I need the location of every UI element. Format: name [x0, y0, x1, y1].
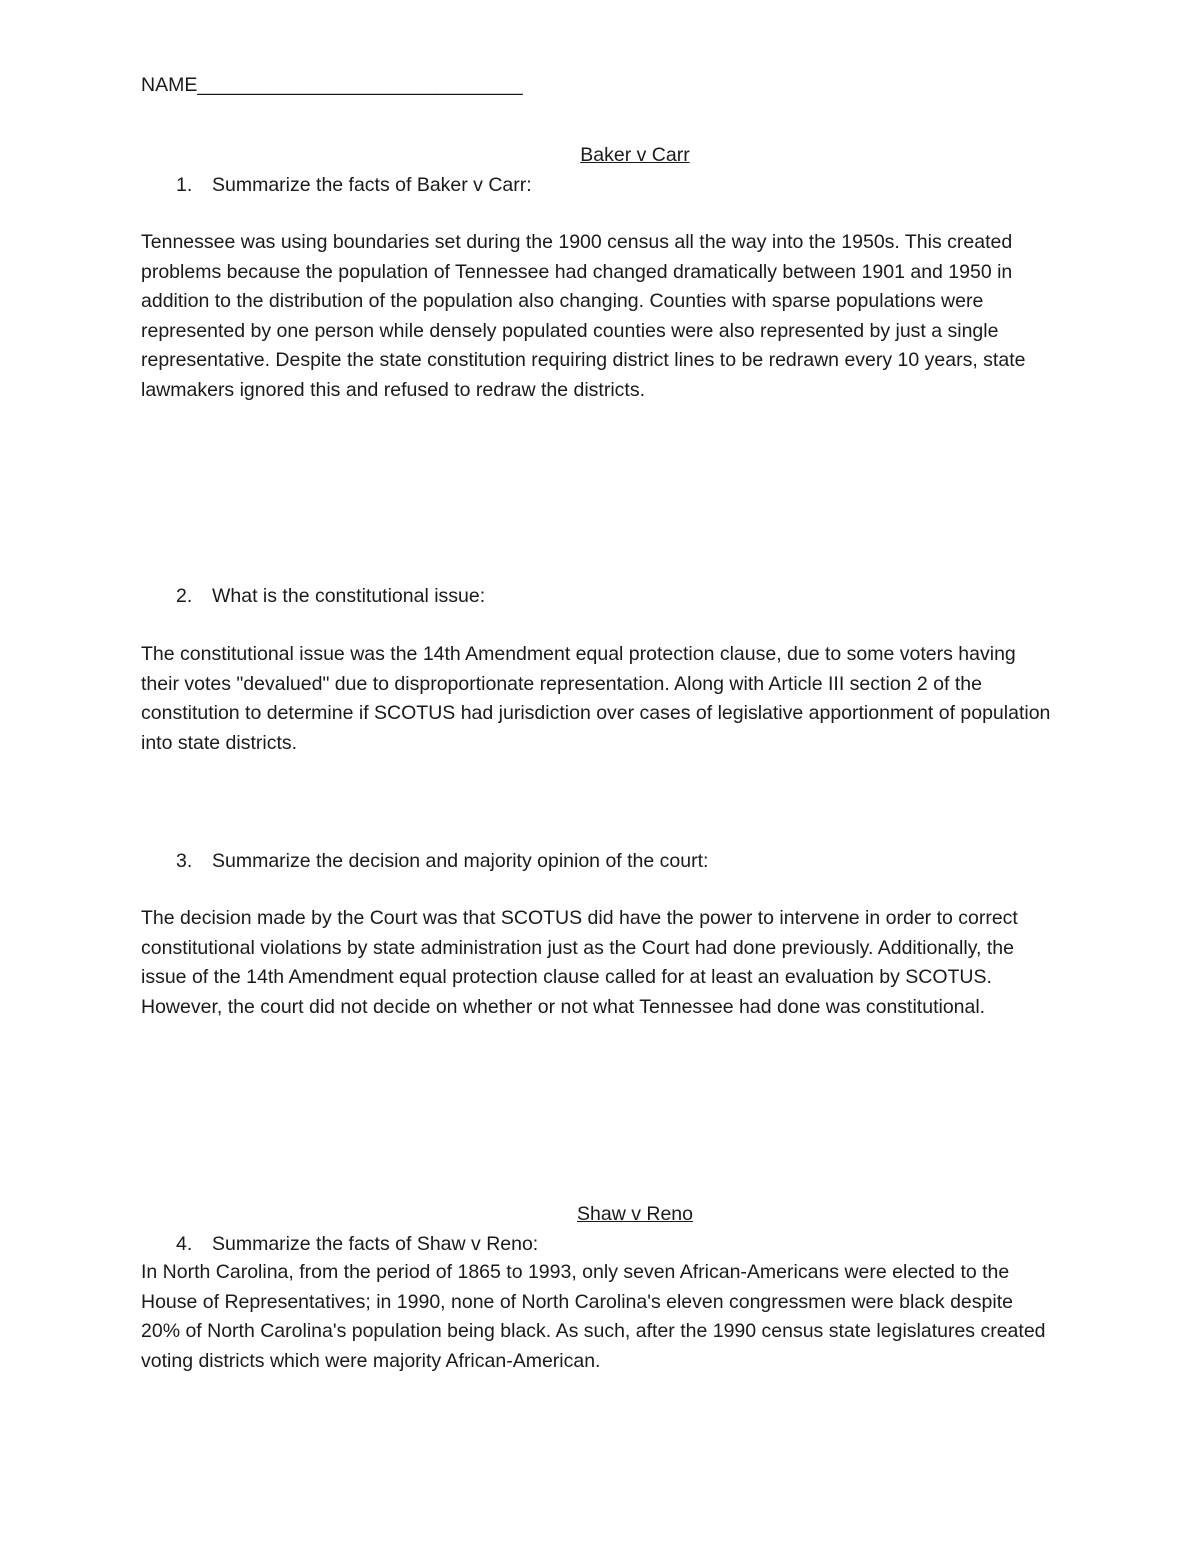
- question-prompt: Summarize the facts of Shaw v Reno:: [212, 1233, 539, 1255]
- question-prompt: What is the constitutional issue:: [212, 585, 486, 607]
- name-field: NAME______________________________: [141, 74, 523, 96]
- question-1: [176, 170, 532, 200]
- question-2: [176, 581, 485, 611]
- answer-1: Tennessee was using boundaries set during the 1900 census all the way into the 1950s. This created problems because the population of Tennessee had changed dramatically between 1901 and 1950 in addition to the distribution of the population also changing. Counties with sparse populations were represented by one person while densely populated counties were also represented by just a single representative. Despite the state constitution requiring district lines to be redrawn every 10 years, state lawmakers ignored this and refused to redraw the districts.: [141, 231, 1026, 401]
- section-title-baker-v-carr: Baker v Carr: [580, 144, 690, 166]
- answer-3: The decision made by the Court was that SCOTUS did have the power to intervene in order to correct constitutional violations by state administration just as the Court had done previously. Additionally, the issue of the 14th Amendment equal protection clause called for at least an evaluation by SCOTUS. However, the court did not decide on whether or not what Tennessee had done was constitutional.: [141, 907, 1018, 1018]
- answer-2: The constitutional issue was the 14th Amendment equal protection clause, due to some voters having their votes "devalued" due to disproportionate representation. Along with Article III section 2 of the constitution to determine if SCOTUS had jurisdiction over cases of legislative apportionment of population into state districts.: [141, 643, 1051, 754]
- answer-4: In North Carolina, from the period of 1865 to 1993, only seven African-Americans were elected to the House of Representatives; in 1990, none of North Carolina's eleven congressmen were black despite 20% of North Carolina's population being black. As such, after the 1990 census state legislatures created voting districts which were majority African-American.: [141, 1261, 1046, 1372]
- question-number: 3.: [176, 850, 193, 872]
- question-number: 1.: [176, 174, 193, 196]
- section-title-shaw-v-reno: Shaw v Reno: [577, 1203, 693, 1225]
- question-prompt: Summarize the facts of Baker v Carr:: [212, 174, 532, 196]
- question-number: 4.: [176, 1233, 193, 1255]
- question-prompt: Summarize the decision and majority opinion of the court:: [212, 850, 709, 872]
- question-number: 2.: [176, 585, 193, 607]
- question-3: [176, 846, 708, 876]
- question-4: [176, 1229, 538, 1259]
